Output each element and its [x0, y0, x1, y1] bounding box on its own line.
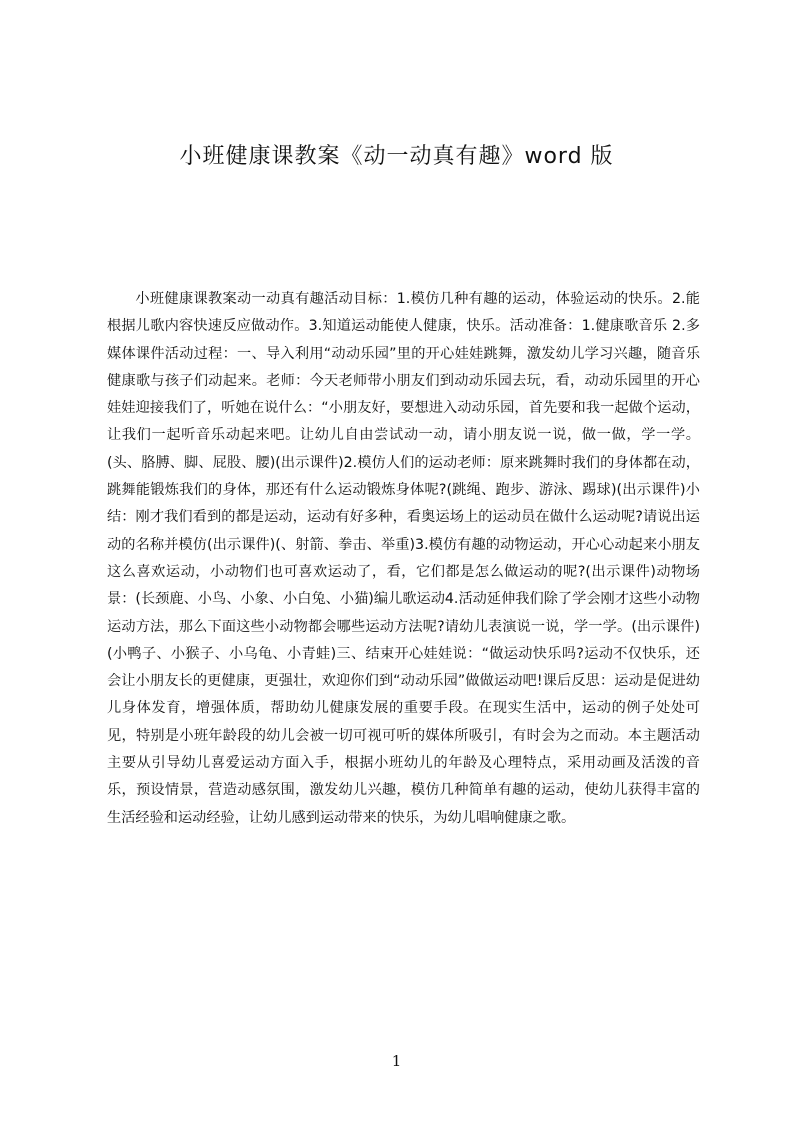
document-body-paragraph: 小班健康课教案动一动真有趣活动目标：1.模仿几种有趣的运动，体验运动的快乐。2.能根据儿歌内容快速反应做动作。3.知道运动能使人健康，快乐。活动准备：1.健康歌音乐 2.多媒体课件活动过程：一、导入利用“动动乐园”里的开心娃娃跳舞，激发幼儿学习兴趣，随音乐健康歌与孩子们动起来。老师：今天老师带小朋友们到动动乐园去玩，看，动动乐园里的开心娃娃迎接我们了，听她在说什么：“小朋友好，要想进入动动乐园，首先要和我一起做个运动，让我们一起听音乐动起来吧。让幼儿自由尝试动一动，请小朋友说一说，做一做，学一学。(头、胳膊、脚、屁股、腰)(出示课件)2.模仿人们的运动老师：原来跳舞时我们的身体都在动，跳舞能锻炼我们的身体，那还有什么运动锻炼身体呢?(跳绳、跑步、游泳、踢球)(出示课件)小结：刚才我们看到的都是运动，运动有好多种，看奥运场上的运动员在做什么运动呢?请说出运动的名称并模仿(出示课件)(、射箭、拳击、举重)3.模仿有趣的动物运动，开心心动起来小朋友这么喜欢运动，小动物们也可喜欢运动了，看，它们都是怎么做运动的呢?(出示课件)动物场景：(长颈鹿、小鸟、小象、小白兔、小猫)编儿歌运动4.活动延伸我们除了学会刚才这些小动物运动方法，那么下面这些小动物都会哪些运动方法呢?请幼儿表演说一说，学一学。(出示课件)(小鸭子、小猴子、小乌龟、小青蛙)三、结束开心娃娃说：“做运动快乐吗?运动不仅快乐，还会让小朋友长的更健康，更强壮，欢迎你们到“动动乐园”做做运动吧!课后反思：运动是促进幼儿身体发育，增强体质，帮助幼儿健康发展的重要手段。在现实生活中，运动的例子处处可见，特别是小班年龄段的幼儿会被一切可视可听的媒体所吸引，有时会为之而动。本主题活动主要从引导幼儿喜爱运动方面入手，根据小班幼儿的年龄及心理特点，采用动画及活泼的音乐，预设情景，营造动感氛围，激发幼儿兴趣，模仿几种简单有趣的运动，使幼儿获得丰富的生活经验和运动经验，让幼儿感到运动带来的快乐，为幼儿唱响健康之歌。	[107, 291, 700, 826]
document-title: 小班健康课教案《动一动真有趣》word 版	[179, 144, 614, 169]
page-number: 1	[391, 1052, 402, 1070]
